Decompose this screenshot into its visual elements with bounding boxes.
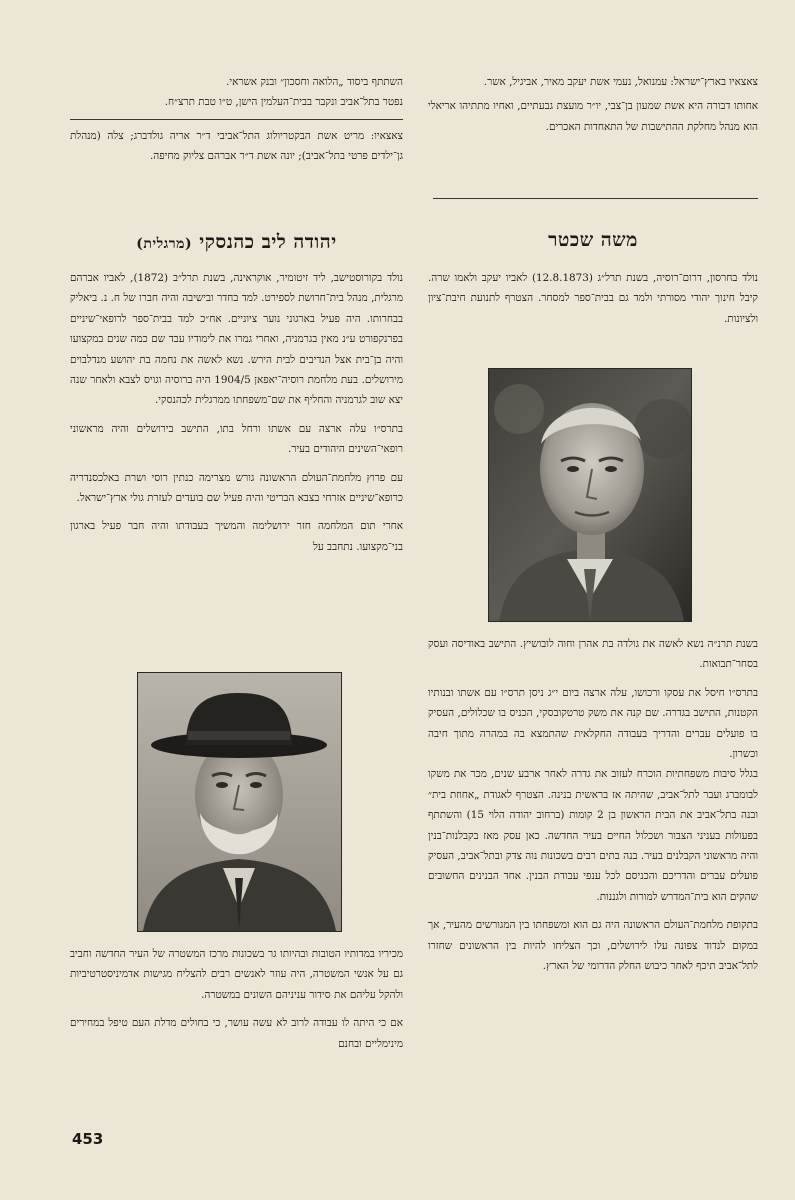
heading-subtitle: (מרגלית)	[136, 236, 193, 252]
page-number: 453	[72, 1130, 104, 1148]
body-paragraph: בתקופת מלחמת־העולם הראשונה היה גם הוא ומשפחתו בין המגורשים מהעיר, אך במקום לנדוד צפונה עלו לירושלים, וכך הצליחו להיות בין הראשונים שחזרו לתל־אביב תיכף לאחר כיבוש החלק הדרומי של הארץ.	[428, 919, 758, 973]
portrait-photo-shechter	[488, 368, 692, 622]
left-bottom-block	[70, 944, 403, 1054]
left-top-paragraph: השתתף ביסוד „הלואה וחסכון״ ובנק אשראי.	[226, 76, 403, 88]
heading-text: משה שכטר	[548, 229, 638, 251]
body-paragraph: בתרס״ו חיסל את עסקו ורכושו, עלה ארצה ביום י״ג ניסן תרס״ו עם אשתו ובנותיו הקטנות, התישב בגדרה. שם קנה את משק טרטקובסקי, הכניס בו שכלולים, העסיק בו פועלים עברים והדריך בעבודה החקלאית שהתמצא בה במהרה מתוך חיבה וכשרון.	[428, 686, 758, 761]
portrait-photo-kahanski	[137, 672, 342, 932]
right-top-paragraph: אחותו דבורה היא אשת שמעון בן־צבי, יו״ר מועצת גבעתיים, ואחיו מתתיהו אריאלי הוא מנהל מחלקת ההתישבות של התאחדות האכרים.	[428, 100, 758, 133]
divider-rule	[70, 119, 403, 120]
left-top-paragraph: צאצאיו: מריט אשת הבקטריולוג התל־אביבי ד״ר אריה גולדברג; צלה (מנהלת גן־ילדים פרטי בתל־אביב); יונה אשת ד״ר אברהם צליוק מחיפה.	[70, 129, 403, 163]
body-paragraph: עם פרוץ מלחמת־העולם הראשונה גורש מצרימה כנתין רוסי ושרת באלכסנדריה כרופא־שיניים אזרחי בצבא הבריטי והיה פעיל שם בועדים לעזרת גולי ארץ־ישראל.	[70, 471, 403, 505]
article-heading-kahanski	[70, 231, 403, 254]
right-top-paragraph: צאצאיו בארץ־ישראל: עמנואל, נעמי אשת יעקב מאיר, אביגיל, אשר.	[483, 76, 758, 88]
body-paragraph: אם כי היתה לו עבודה לרוב לא עשה עושר, כי בחולים מדלת העם טיפל במחירים מינימליים ובחנם	[70, 1017, 403, 1050]
intro-paragraph: נולד בחרסון, דרום־רוסיה, בשנת תרל״ג (12.8.1873) לאביו יעקב ולאמו שרה. קיבל חינוך יהודי מסורתי ולמד גם בבית־ספר למסחר. הצטרף לתנועת חיבת־ציון ולציונות.	[428, 272, 758, 325]
left-top-paragraph: נפטר בתל־אביב ונקבר בבית־העלמין הישן, ט״ו טבת תרצ״ח.	[164, 96, 403, 109]
left-body-block	[70, 268, 403, 557]
heading-text: יהודה ליב כהנסקי	[199, 231, 337, 253]
portrait-older-man-image	[489, 369, 691, 621]
left-top-block	[70, 72, 403, 167]
body-paragraph: אחרי תום המלחמה חזר ירושלימה והמשיך בעבודתו והיה חבר פעיל בארגון בני־מקצועו. נתחבב על	[70, 520, 403, 553]
right-intro-block	[428, 268, 758, 329]
portrait-man-with-hat-image	[138, 673, 341, 931]
body-paragraph: בשנת תרנ״ה נשא לאשה את גולדה בת אהרן וחוה לובושיץ. התישב באודיסה ועסק בסחר־תבואות.	[428, 638, 758, 671]
divider-rule	[433, 198, 758, 199]
article-heading-shechter	[428, 229, 758, 252]
body-paragraph: בתרס״ו עלה ארצה עם אשתו ורחל בתו, התישב בירושלים והיה מראשוני רופאי־השינים היהודים בעיר.	[70, 422, 403, 456]
body-paragraph: בגלל סיבות משפחתיות הוכרח לעזוב את גדרה לאחר ארבע שנים, מכר את משקו לבומברג ועבר לתל־אביב, שהיתה אז בראשית בנינה. הצטרף לאגודת „אחוזת בית״ ובנה בתל־אביב את הבית הראשון בן 2 קומות (ברחוב יהודה הלוי 15) והשתתף בפעולות בעניני הצבור ושכלול החיים בעיר החדשה. כאן עסק מאז בקבלנות־בנין והיה מראשוני הקבלנים בעיר. בנה בתים רבים בשכונות נוה צדק ובתל־אביב, העסיק פועלים עברים והדריכם והכניסם לכל ענפי עבודת הבנין. אחד הבנינים החשובים שהקים הוא בית־המדרש למורות ולגננות.	[428, 768, 758, 903]
body-paragraph: מכיריו במדותיו הטובות ובהיותו גר בשכונות מרכז המשטרה של העיר החדשה וחביב גם על אנשי המשטרה, היה עוזר לאנשים רבים להצליח מגישות אדמיניסטרטיביות ולהקל עליהם את סידור עניניהם השונים במשטרה.	[70, 948, 403, 1001]
body-paragraph: נולד בקורוסטישב, ליד זיטומיר, אוקראינה, בשנת תרל״ב (1872), לאביו אברהם מרגלית, מנהל בית־חרושת לספירט. למד בחדר ובישיבה והיה חברו של ח. נ. ביאליק בבחרותו. היה פעיל בארגוני נוער ציוניים. אח״כ למד בבית־ספר לרופאי־שיניים בפרנקפורט ע״נ מאין בגרמניה, ואחרי גמרו את לימודיו עבד שם כמה שנים במקצועו והיה בן־בית אצל הנדיבים לבית הירש. נשא לאשה את נחמה בת יהושע מנדלבוים מירושלים. בעת מלחמת רוסיה־יאפאן 1904/5 היה ברוסיה וגויס לצבא ולאחר שנה יצא שוב לגרמניה והחליף את שם־משפחתו ממרגלית לכהנסקי.	[70, 272, 403, 407]
right-body-block	[428, 634, 758, 977]
right-top-block	[428, 72, 758, 137]
